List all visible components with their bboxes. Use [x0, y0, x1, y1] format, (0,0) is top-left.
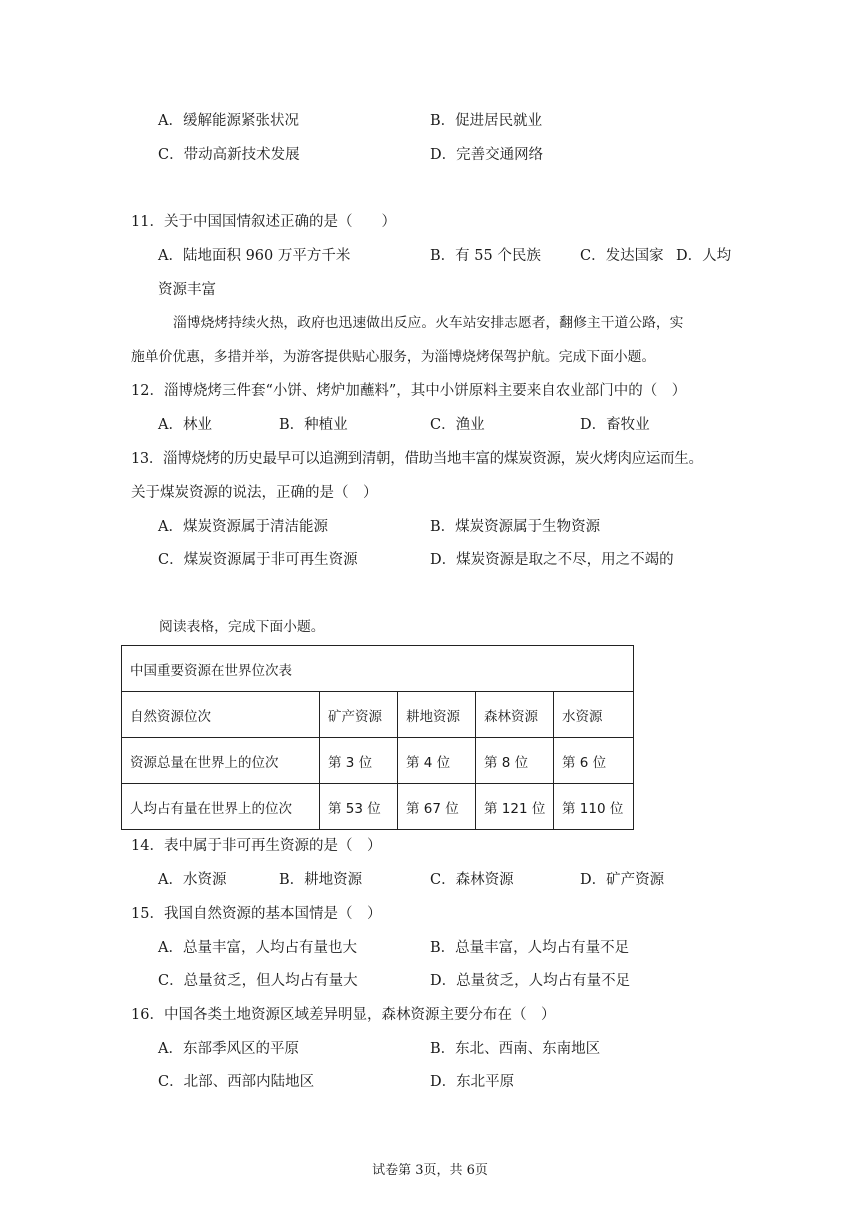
q15-stem: 15．我国自然资源的基本国情是（ ） — [131, 906, 382, 922]
q10-option-a: A．缓解能源紧张状况 — [158, 113, 299, 129]
resource-table — [121, 645, 633, 829]
q15-option-b: B．总量丰富，人均占有量不足 — [430, 940, 630, 956]
q15-option-a: A．总量丰富，人均占有量也大 — [158, 940, 357, 956]
table-intro: 阅读表格，完成下面小题。 — [159, 619, 325, 635]
q13-option-d: D．煤炭资源是取之不尽，用之不竭的 — [430, 552, 674, 568]
q16-option-a: A．东部季风区的平原 — [158, 1041, 299, 1057]
q14-stem: 14．表中属于非可再生资源的是（ ） — [131, 838, 382, 854]
q11-option-d-continued: 资源丰富 — [158, 282, 216, 298]
q15-option-c: C．总量贫乏，但人均占有量大 — [158, 973, 358, 989]
table-cell: 第 8 位 — [476, 738, 554, 784]
q16-option-d: D．东北平原 — [430, 1074, 515, 1090]
q10-option-c: C．带动高新技术发展 — [158, 147, 300, 163]
table-caption: 中国重要资源在世界位次表 — [122, 646, 634, 692]
q11-option-a: A．陆地面积 960 万平方千米 — [158, 248, 351, 264]
q12-option-d: D．畜牧业 — [580, 417, 650, 433]
q15-option-d: D．总量贫乏，人均占有量不足 — [430, 973, 631, 989]
q12-option-b: B．种植业 — [279, 417, 348, 433]
table-header-cell: 耕地资源 — [398, 692, 476, 738]
q10-option-b: B．促进居民就业 — [430, 113, 543, 129]
passage-line-1: 淄博烧烤持续火热，政府也迅速做出反应。火车站安排志愿者，翻修主干道公路，实 — [173, 315, 684, 331]
passage-line-2: 施单价优惠，多措并举，为游客提供贴心服务，为淄博烧烤保驾护航。完成下面小题。 — [131, 349, 656, 365]
table-cell: 资源总量在世界上的位次 — [122, 738, 320, 784]
table-row — [122, 738, 634, 784]
q13-option-b: B．煤炭资源属于生物资源 — [430, 519, 601, 535]
table-header-row — [122, 692, 634, 738]
q16-stem: 16．中国各类土地资源区域差异明显，森林资源主要分布在（ ） — [131, 1007, 556, 1023]
table-cell: 第 121 位 — [476, 784, 554, 830]
q13-stem-line-2: 关于煤炭资源的说法，正确的是（ ） — [131, 485, 378, 501]
q10-option-d: D．完善交通网络 — [430, 147, 544, 163]
q12-option-c: C．渔业 — [430, 417, 485, 433]
q14-option-b: B．耕地资源 — [279, 872, 363, 888]
q12-stem: 12．淄博烧烤三件套“小饼、烤炉加蘸料”，其中小饼原料主要来自农业部门中的（ ） — [131, 383, 687, 399]
table-cell: 第 110 位 — [554, 784, 634, 830]
table-cell: 第 6 位 — [554, 738, 634, 784]
table-cell: 人均占有量在世界上的位次 — [122, 784, 320, 830]
table-cell: 第 53 位 — [320, 784, 398, 830]
table-header-cell: 森林资源 — [476, 692, 554, 738]
q12-option-a: A．林业 — [158, 417, 212, 433]
table-row — [122, 784, 634, 830]
q13-option-c: C．煤炭资源属于非可再生资源 — [158, 552, 358, 568]
q14-option-c: C．森林资源 — [430, 872, 514, 888]
q11-option-d: D．人均 — [676, 248, 732, 264]
q11-option-b: B．有 55 个民族 — [430, 248, 541, 264]
table-caption-row — [122, 646, 634, 692]
q16-option-c: C．北部、西部内陆地区 — [158, 1074, 315, 1090]
table-header-cell: 矿产资源 — [320, 692, 398, 738]
q11-stem: 11．关于中国国情叙述正确的是（ ） — [131, 214, 396, 230]
q16-option-b: B．东北、西南、东南地区 — [430, 1041, 601, 1057]
table-cell: 第 3 位 — [320, 738, 398, 784]
q13-stem-line-1: 13．淄博烧烤的历史最早可以追溯到清朝，借助当地丰富的煤炭资源，炭火烤肉应运而生。 — [131, 451, 703, 467]
table-header-cell: 自然资源位次 — [122, 692, 320, 738]
q11-option-c: C．发达国家 — [580, 248, 664, 264]
table-cell: 第 4 位 — [398, 738, 476, 784]
q14-option-a: A．水资源 — [158, 872, 227, 888]
page-footer: 试卷第 3页，共 6页 — [372, 1163, 488, 1178]
q13-option-a: A．煤炭资源属于清洁能源 — [158, 519, 328, 535]
table-cell: 第 67 位 — [398, 784, 476, 830]
q14-option-d: D．矿产资源 — [580, 872, 665, 888]
table-header-cell: 水资源 — [554, 692, 634, 738]
